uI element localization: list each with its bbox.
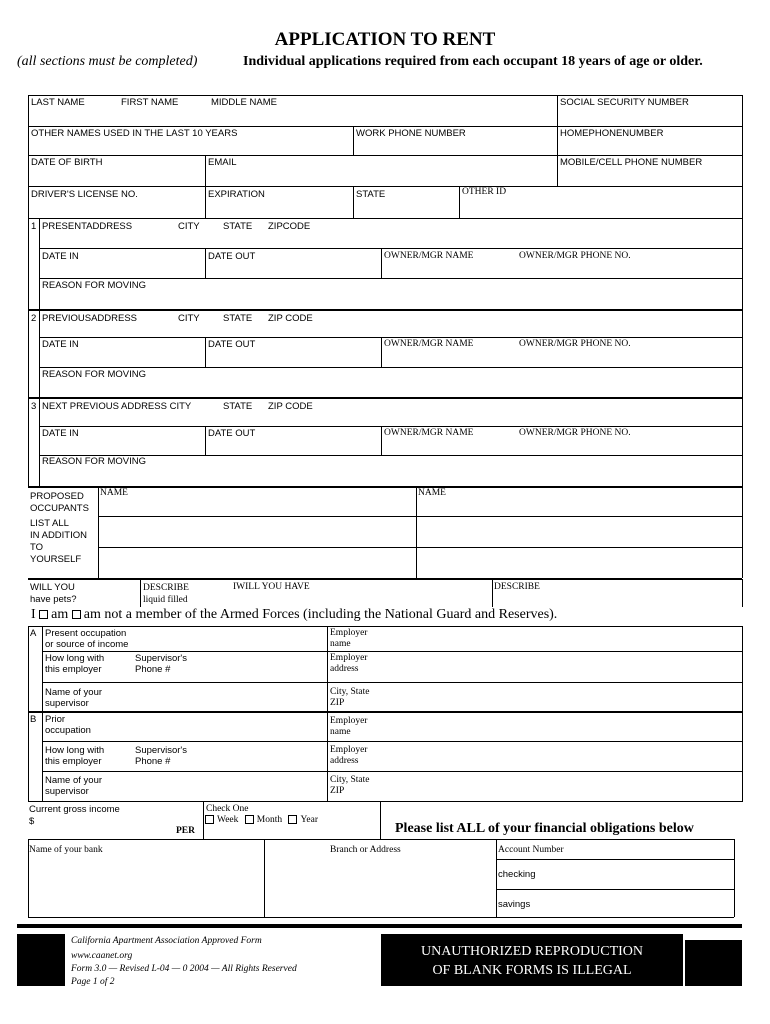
section-a-label: A bbox=[30, 628, 37, 639]
month-checkbox[interactable] bbox=[245, 815, 254, 824]
previous-address-field[interactable]: PREVIOUSADDRESS bbox=[42, 313, 138, 324]
savings-account-field[interactable]: savings bbox=[498, 899, 531, 910]
reproduction-warning bbox=[381, 934, 683, 986]
last-name-field[interactable]: LAST NAME bbox=[31, 97, 85, 108]
occupant-name-field-2[interactable]: NAME bbox=[418, 488, 446, 498]
present-occupation-field[interactable]: Present occupation or source of income bbox=[45, 628, 129, 650]
address-1-number: 1 bbox=[31, 221, 37, 232]
footer-line-3: Form 3.0 — Revised L-04 — 0 2004 — All Rights Reserved bbox=[71, 964, 297, 974]
proposed-occupants-label: PROPOSED OCCUPANTS bbox=[30, 491, 89, 514]
pets-section bbox=[0, 579, 770, 607]
black-block-left bbox=[17, 934, 65, 986]
other-id-field[interactable]: OTHER ID bbox=[462, 187, 507, 197]
present-supervisor-name-field[interactable]: Name of your supervisor bbox=[45, 687, 103, 709]
footer-line-4: Page 1 of 2 bbox=[71, 977, 115, 987]
email-field[interactable]: EMAIL bbox=[208, 157, 237, 168]
week-label: Week bbox=[217, 815, 239, 825]
present-address-field[interactable]: PRESENTADDRESS bbox=[42, 221, 133, 232]
previous-owner-phone-field[interactable]: OWNER/MGR PHONE NO. bbox=[519, 339, 631, 349]
prior-city-state-zip-field[interactable]: City, State ZIP bbox=[330, 775, 370, 796]
work-phone-field[interactable]: WORK PHONE NUMBER bbox=[356, 128, 466, 139]
financial-obligations-note: Please list ALL of your financial obligations below bbox=[395, 821, 694, 836]
branch-address-field[interactable]: Branch or Address bbox=[330, 845, 401, 855]
present-state-field[interactable]: STATE bbox=[223, 221, 253, 232]
prior-employer-address-field[interactable]: Employer address bbox=[330, 745, 368, 766]
expiration-field[interactable]: EXPIRATION bbox=[208, 189, 265, 200]
next-previous-reason-field[interactable]: REASON FOR MOVING bbox=[42, 456, 146, 467]
am-checkbox[interactable] bbox=[39, 610, 48, 619]
next-previous-date-out-field[interactable]: DATE OUT bbox=[208, 428, 256, 439]
home-phone-field[interactable]: HOMEPHONENUMBER bbox=[560, 128, 664, 139]
next-previous-date-in-field[interactable]: DATE IN bbox=[42, 428, 79, 439]
present-supervisor-phone-field[interactable]: Supervisor's Phone # bbox=[135, 653, 187, 675]
prior-supervisor-phone-field[interactable]: Supervisor's Phone # bbox=[135, 745, 187, 767]
completion-note: (all sections must be completed) bbox=[17, 54, 198, 69]
next-previous-owner-name-field[interactable]: OWNER/MGR NAME bbox=[384, 428, 474, 438]
account-number-field[interactable]: Account Number bbox=[498, 845, 564, 855]
prior-how-long-field[interactable]: How long with this employer bbox=[45, 745, 105, 767]
present-city-field[interactable]: CITY bbox=[178, 221, 200, 232]
year-label: Year bbox=[300, 815, 318, 825]
address-2-number: 2 bbox=[31, 313, 37, 324]
previous-owner-name-field[interactable]: OWNER/MGR NAME bbox=[384, 339, 474, 349]
am-not-checkbox[interactable] bbox=[72, 610, 81, 619]
previous-zip-field[interactable]: ZIP CODE bbox=[268, 313, 313, 324]
section-b-label: B bbox=[30, 714, 37, 725]
next-previous-address-field[interactable]: NEXT PREVIOUS ADDRESS CITY bbox=[42, 401, 192, 412]
next-previous-state-field[interactable]: STATE bbox=[223, 401, 253, 412]
prior-employer-name-field[interactable]: Employer name bbox=[330, 716, 368, 737]
pets-question[interactable]: WILL YOU have pets? bbox=[30, 582, 77, 605]
previous-city-field[interactable]: CITY bbox=[178, 313, 200, 324]
will-you-have-field[interactable]: IWILL YOU HAVE bbox=[233, 582, 310, 592]
footer-line-2: www.caanet.org bbox=[71, 951, 133, 961]
next-previous-zip-field[interactable]: ZIP CODE bbox=[268, 401, 313, 412]
occupant-name-field-1[interactable]: NAME bbox=[100, 488, 128, 498]
previous-date-in-field[interactable]: DATE IN bbox=[42, 339, 79, 350]
checking-account-field[interactable]: checking bbox=[498, 869, 536, 880]
dob-field[interactable]: DATE OF BIRTH bbox=[31, 157, 103, 168]
describe-pets-field[interactable]: DESCRIBE liquid filled bbox=[143, 583, 189, 605]
previous-state-field[interactable]: STATE bbox=[223, 313, 253, 324]
footer-line-1: California Apartment Association Approved Form bbox=[71, 936, 262, 946]
state-field[interactable]: STATE bbox=[356, 189, 386, 200]
present-employer-name-field[interactable]: Employer name bbox=[330, 628, 368, 649]
week-checkbox[interactable] bbox=[205, 815, 214, 824]
month-label: Month bbox=[256, 815, 283, 825]
present-owner-phone-field[interactable]: OWNER/MGR PHONE NO. bbox=[519, 251, 631, 261]
armed-forces-statement bbox=[31, 607, 557, 623]
address-3-number: 3 bbox=[31, 401, 37, 412]
per-label: PER bbox=[176, 826, 195, 836]
present-owner-name-field[interactable]: OWNER/MGR NAME bbox=[384, 251, 474, 261]
page-subtitle: Individual applications required from each occupant 18 years of age or older. bbox=[243, 54, 703, 69]
armed-forces-text: am not a member of the Armed Forces (including the National Guard and Reserves). bbox=[83, 607, 558, 622]
mobile-phone-field[interactable]: MOBILE/CELL PHONE NUMBER bbox=[560, 157, 703, 168]
gross-income-field[interactable]: Current gross income bbox=[29, 804, 120, 815]
pay-period-options bbox=[205, 815, 318, 826]
middle-name-field[interactable]: MIDDLE NAME bbox=[211, 97, 277, 108]
year-checkbox[interactable] bbox=[288, 815, 297, 824]
license-field[interactable]: DRIVER'S LICENSE NO. bbox=[31, 189, 138, 200]
ssn-field[interactable]: SOCIAL SECURITY NUMBER bbox=[560, 97, 689, 108]
income-dollar-sign: $ bbox=[29, 816, 35, 827]
am-label: am bbox=[51, 607, 69, 622]
previous-date-out-field[interactable]: DATE OUT bbox=[208, 339, 256, 350]
present-city-state-zip-field[interactable]: City, State ZIP bbox=[330, 687, 370, 708]
present-employer-address-field[interactable]: Employer address bbox=[330, 653, 368, 674]
prior-occupation-field[interactable]: Prior occupation bbox=[45, 714, 91, 736]
prior-supervisor-name-field[interactable]: Name of your supervisor bbox=[45, 775, 103, 797]
describe-field[interactable]: DESCRIBE bbox=[494, 582, 540, 592]
present-zip-field[interactable]: ZIPCODE bbox=[268, 221, 311, 232]
present-reason-field[interactable]: REASON FOR MOVING bbox=[42, 280, 146, 291]
next-previous-owner-phone-field[interactable]: OWNER/MGR PHONE NO. bbox=[519, 428, 631, 438]
black-block-right bbox=[685, 940, 742, 986]
present-how-long-field[interactable]: How long with this employer bbox=[45, 653, 105, 675]
warning-line-1: UNAUTHORIZED REPRODUCTION bbox=[420, 944, 644, 959]
check-one-label: Check One bbox=[206, 804, 249, 814]
warning-line-2: OF BLANK FORMS IS ILLEGAL bbox=[432, 963, 632, 978]
present-date-in-field[interactable]: DATE IN bbox=[42, 251, 79, 262]
bank-name-field[interactable]: Name of your bank bbox=[29, 845, 103, 855]
other-names-field[interactable]: OTHER NAMES USED IN THE LAST 10 YEARS bbox=[31, 128, 238, 139]
previous-reason-field[interactable]: REASON FOR MOVING bbox=[42, 369, 146, 380]
first-name-field[interactable]: FIRST NAME bbox=[121, 97, 179, 108]
page-title: APPLICATION TO RENT bbox=[274, 29, 496, 50]
present-date-out-field[interactable]: DATE OUT bbox=[208, 251, 256, 262]
list-all-label: LIST ALL IN ADDITION TO YOURSELF bbox=[30, 518, 88, 565]
armed-forces-prefix: I bbox=[31, 607, 36, 622]
